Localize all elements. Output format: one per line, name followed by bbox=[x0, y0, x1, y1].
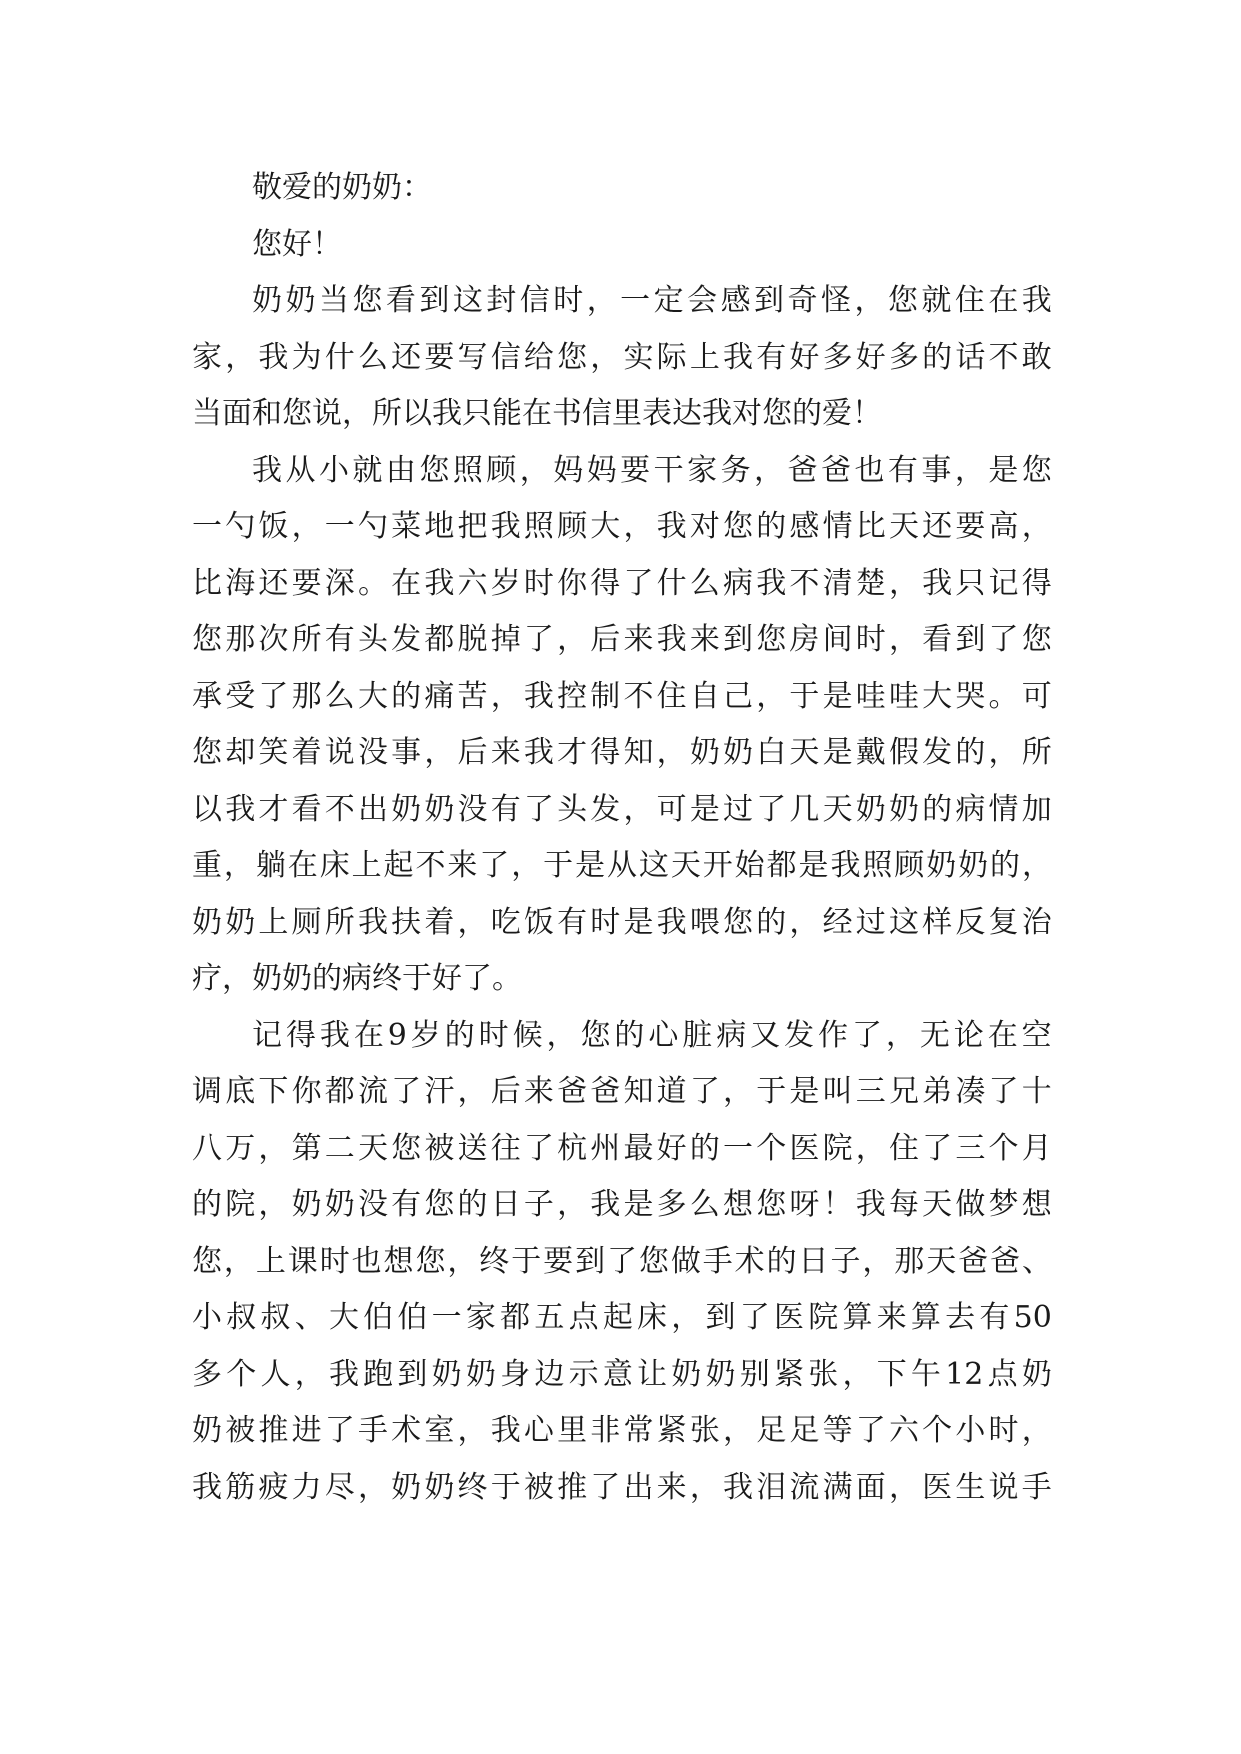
text-line: 重 ， 躺 在 床 上 起 不 来 了 ， 于 是 从 这 天 开 始 都 是 我 照 顾 奶 奶 的 ， bbox=[192, 848, 1052, 883]
text-line: 我 筋 疲 力 尽 ， 奶 奶 终 于 被 推 了 出 来 ， 我 泪 流 满 面 ， 医 生 说 手 bbox=[192, 1469, 1052, 1505]
text-line: 家 ， 我 为 什 么 还 要 写 信 给 您 ， 实 际 上 我 有 好 多 好 多 的 话 不 敢 bbox=[192, 339, 1052, 375]
text-line: 您 ， 上 课 时 也 想 您 ， 终 于 要 到 了 您 做 手 术 的 日 子 ， 那 天 爸 爸 、 bbox=[192, 1243, 1052, 1279]
letter-paragraphs bbox=[192, 273, 1052, 1516]
text-line: 多 个 人 ， 我 跑 到 奶 奶 身 边 示 意 让 奶 奶 别 紧 张 ， 下 午 12 点 奶 bbox=[192, 1356, 1052, 1392]
text-line: 承 受 了 那 么 大 的 痛 苦 ， 我 控 制 不 住 自 己 ， 于 是 哇 哇 大 哭 。 可 bbox=[192, 678, 1052, 714]
text-line: 我 从 小 就 由 您 照 顾 ， 妈 妈 要 干 家 务 ， 爸 爸 也 有 事 ， 是 您 bbox=[252, 452, 1052, 488]
text-line: 八 万 ， 第 二 天 您 被 送 往 了 杭 州 最 好 的 一 个 医 院 ， 住 了 三 个 月 bbox=[192, 1130, 1052, 1166]
text-line: 调 底 下 你 都 流 了 汗 ， 后 来 爸 爸 知 道 了 ， 于 是 叫 三 兄 弟 凑 了 十 bbox=[192, 1074, 1052, 1109]
text-line: 奶 被 推 进 了 手 术 室 ， 我 心 里 非 常 紧 张 ， 足 足 等 了 六 个 小 时 ， bbox=[192, 1413, 1052, 1448]
greeting: 您好！ bbox=[252, 226, 342, 262]
text-line: 以 我 才 看 不 出 奶 奶 没 有 了 头 发 ， 可 是 过 了 几 天 奶 奶 的 病 情 加 bbox=[192, 791, 1052, 827]
text-line: 您 那 次 所 有 头 发 都 脱 掉 了 ， 后 来 我 来 到 您 房 间 时 ， 看 到 了 您 bbox=[192, 622, 1052, 657]
text-line: 您 却 笑 着 说 没 事 ， 后 来 我 才 得 知 ， 奶 奶 白 天 是 戴 假 发 的 ， 所 bbox=[192, 735, 1052, 770]
greeting-line bbox=[192, 217, 1052, 274]
text-line: 小 叔 叔 、 大 伯 伯 一 家 都 五 点 起 床 ， 到 了 医 院 算 来 算 去 有 50 bbox=[192, 1300, 1052, 1335]
text-line: 奶 奶 上 厕 所 我 扶 着 ， 吃 饭 有 时 是 我 喂 您 的 ， 经 过 这 样 反 复 治 bbox=[192, 904, 1052, 940]
salutation: 敬爱的奶奶： bbox=[252, 170, 432, 205]
text-line: 奶 奶 当 您 看 到 这 封 信 时 ， 一 定 会 感 到 奇 怪 ， 您 就 住 在 我 bbox=[252, 283, 1052, 318]
text-line: 比 海 还 要 深 。 在 我 六 岁 时 你 得 了 什 么 病 我 不 清 楚 ， 我 只 记 得 bbox=[192, 565, 1052, 601]
text-line: 的 院 ， 奶 奶 没 有 您 的 日 子 ， 我 是 多 么 想 您 呀 ！ 我 每 天 做 梦 想 bbox=[192, 1187, 1052, 1222]
text-line: 疗，奶奶的病终于好了。 bbox=[192, 961, 522, 996]
text-line: 当面和您说，所以我只能在书信里表达我对您的爱！ bbox=[192, 396, 882, 431]
text-line: 记 得 我 在 9 岁 的 时 候 ， 您 的 心 脏 病 又 发 作 了 ， 无 论 在 空 bbox=[252, 1017, 1052, 1053]
letter-body bbox=[192, 160, 1052, 1516]
salutation-line bbox=[192, 160, 1052, 217]
text-line: 一 勺 饭 ， 一 勺 菜 地 把 我 照 顾 大 ， 我 对 您 的 感 情 比 天 还 要 高 ， bbox=[192, 509, 1052, 544]
